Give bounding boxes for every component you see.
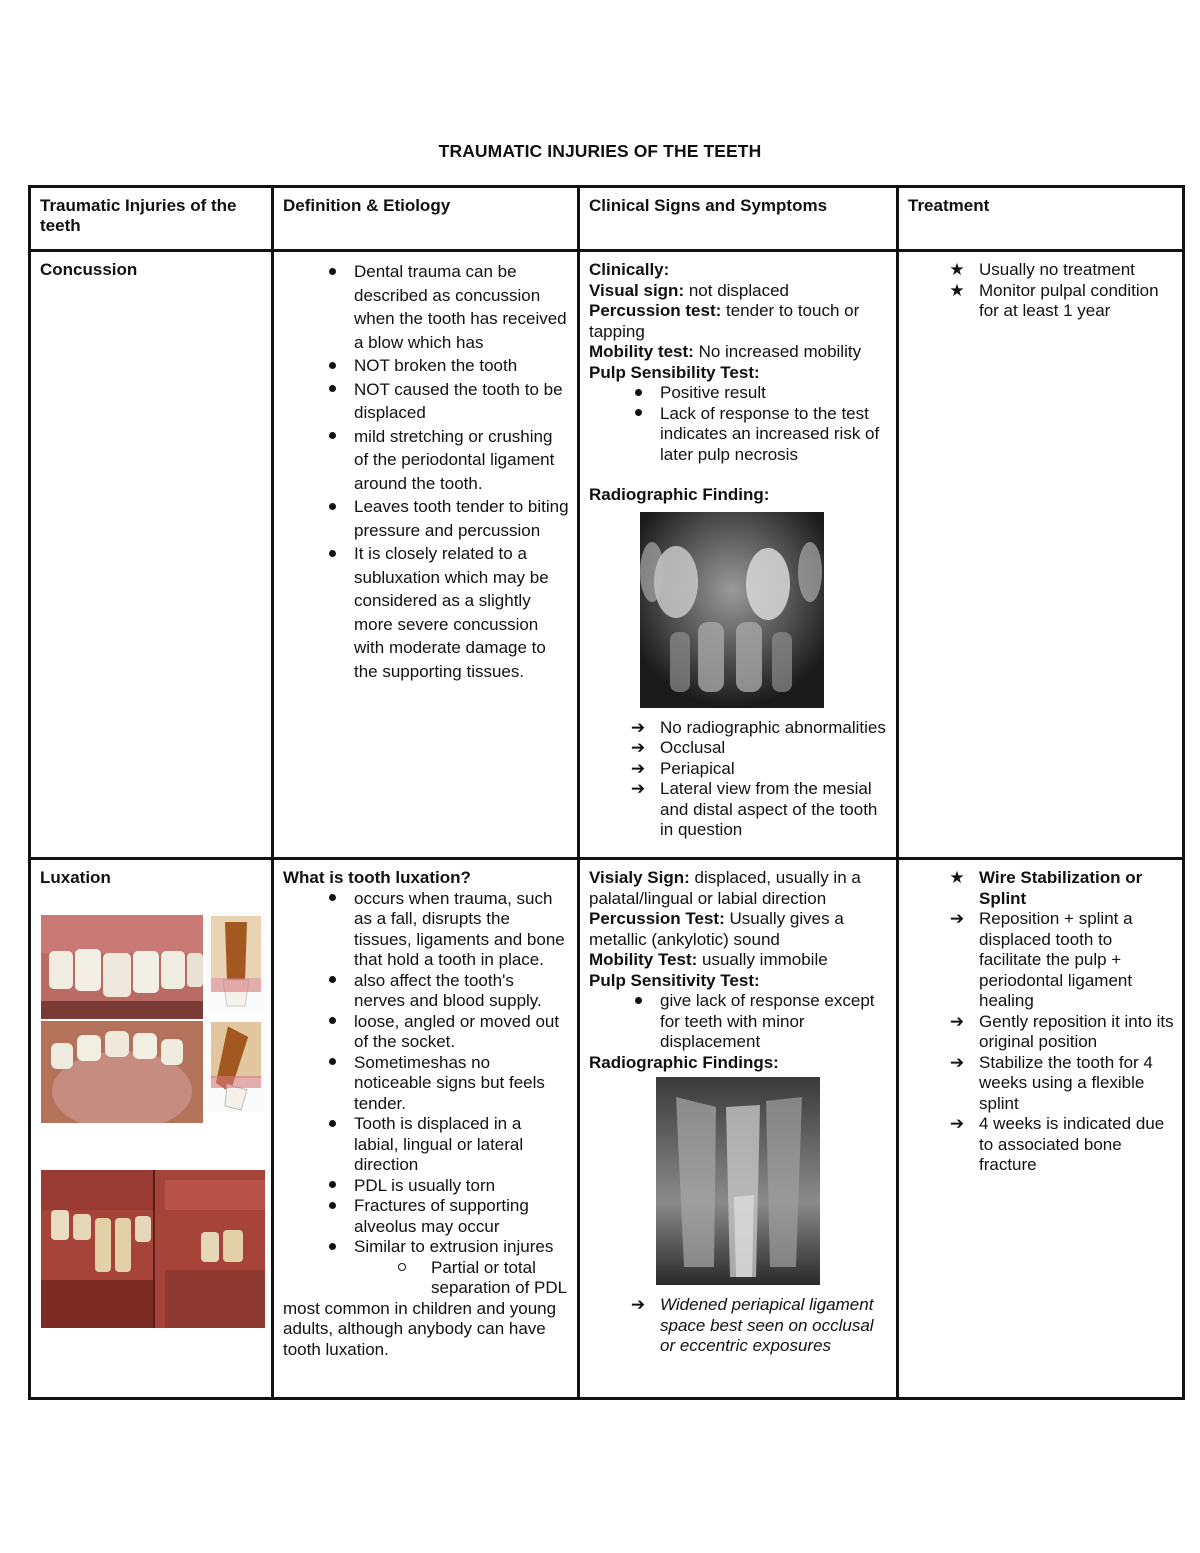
bullet-icon xyxy=(635,389,642,396)
arrow-right-icon: ➔ xyxy=(630,717,646,737)
arrow-right-icon: ➔ xyxy=(949,1114,965,1133)
visual-sign: Visialy Sign: displaced, usually in a palatal/lingual or labial direction xyxy=(589,868,861,908)
arrow-right-icon: ➔ xyxy=(949,1011,965,1031)
header-clinical: Clinical Signs and Symptoms xyxy=(579,187,898,251)
bullet-icon xyxy=(329,1017,336,1024)
arrow-right-icon: ➔ xyxy=(949,1052,965,1072)
bullet-icon xyxy=(329,1181,336,1188)
list-item: Leaves tooth tender to biting pressure and percussion xyxy=(283,495,569,542)
list-item: PDL is usually torn xyxy=(283,1176,569,1197)
list-item: ➔ Occlusal xyxy=(589,738,888,759)
treatment-list xyxy=(908,260,1174,322)
concussion-radiograph-image xyxy=(640,512,824,708)
arrow-right-icon: ➔ xyxy=(630,1295,646,1314)
cell-clinical xyxy=(579,251,898,859)
page-title: TRAUMATIC INJURIES OF THE TEETH xyxy=(438,141,762,161)
table-row-luxation xyxy=(30,859,1184,1399)
list-item: Similar to extrusion injures xyxy=(283,1237,569,1258)
pulp-result-list xyxy=(589,991,888,1053)
star-icon: ★ xyxy=(949,280,965,300)
bullet-icon xyxy=(329,550,336,557)
bullet-icon xyxy=(329,1120,336,1127)
list-item: ➔ Periapical xyxy=(589,759,888,780)
list-item: loose, angled or moved out of the socket. xyxy=(283,1012,569,1053)
tooth-diagram-upper xyxy=(207,912,265,1012)
visual-sign: Visual sign: not displaced xyxy=(589,280,790,300)
luxation-closing-text: most common in children and young adults, although anybody can have tooth luxation. xyxy=(283,1298,557,1359)
percussion-test: Percussion test: tender to touch or tapping xyxy=(589,301,860,341)
pulp-test-label: Pulp Sensitivity Test: xyxy=(589,970,760,990)
bullet-icon xyxy=(329,1058,336,1065)
pulp-test-label: Pulp Sensibility Test: xyxy=(589,362,760,382)
bullet-icon xyxy=(329,362,336,369)
list-item: Lack of response to the test indicates an increased risk of later pulp necrosis xyxy=(589,404,888,466)
percussion-test: Percussion Test: Usually gives a metallic (ankylotic) sound xyxy=(589,909,844,949)
header-definition: Definition & Etiology xyxy=(273,187,579,251)
list-item: also affect the tooth's nerves and blood supply. xyxy=(283,971,569,1012)
definition-sublist xyxy=(283,1258,569,1299)
luxation-radiograph-image xyxy=(656,1077,820,1285)
luxation-clinical-photo-upper xyxy=(41,915,203,1019)
definition-list xyxy=(283,889,569,1258)
list-item: ➔ 4 weeks is indicated due to associated bone fracture xyxy=(908,1114,1174,1176)
cell-injury-name xyxy=(30,859,273,1399)
radiographic-label: Radiographic Findings: xyxy=(589,1052,779,1072)
list-item: ➔ Reposition + splint a displaced tooth to facilitate the pulp + periodontal ligament healing xyxy=(908,909,1174,1012)
list-item: ★ Wire Stabilization or Splint xyxy=(908,868,1174,909)
cell-injury-name xyxy=(30,251,273,859)
cell-definition xyxy=(273,251,579,859)
luxation-question: What is tooth luxation? xyxy=(283,868,471,887)
table-row-concussion xyxy=(30,251,1184,859)
list-item: Positive result xyxy=(589,383,888,404)
pulp-result-list xyxy=(589,383,888,465)
cell-definition xyxy=(273,859,579,1399)
list-item: ➔ Lateral view from the mesial and distal aspect of the tooth in question xyxy=(589,779,888,841)
injury-name: Luxation xyxy=(40,868,111,887)
bullet-icon xyxy=(329,432,336,439)
list-item: give lack of response except for teeth with minor displacement xyxy=(589,991,888,1053)
injury-name: Concussion xyxy=(40,260,138,279)
cell-treatment xyxy=(898,859,1184,1399)
list-item: Sometimeshas no noticeable signs but feels tender. xyxy=(283,1053,569,1115)
list-item: Tooth is displaced in a labial, lingual or lateral direction xyxy=(283,1114,569,1176)
bullet-icon xyxy=(329,894,336,901)
radiographic-list xyxy=(589,718,888,841)
mobility-test: Mobility test: No increased mobility xyxy=(589,342,862,361)
luxation-clinical-photo-lower xyxy=(41,1021,203,1123)
treatment-list xyxy=(908,868,1174,1176)
radiographic-list xyxy=(589,1295,888,1357)
list-item: NOT broken the tooth xyxy=(283,354,569,378)
star-icon: ★ xyxy=(949,868,965,887)
star-icon: ★ xyxy=(949,260,965,279)
list-item: ➔ Gently reposition it into its original position xyxy=(908,1012,1174,1053)
bullet-icon xyxy=(329,1243,336,1250)
arrow-right-icon: ➔ xyxy=(630,758,646,778)
injuries-table xyxy=(28,185,1185,1400)
arrow-right-icon: ➔ xyxy=(949,909,965,928)
list-item: NOT caused the tooth to be displaced xyxy=(283,378,569,425)
bullet-icon xyxy=(635,997,642,1004)
arrow-right-icon: ➔ xyxy=(630,738,646,757)
tooth-diagram-lower xyxy=(207,1020,265,1112)
header-injury: Traumatic Injuries of the teeth xyxy=(30,187,273,251)
definition-list xyxy=(283,260,569,683)
list-item: ➔ Widened periapical ligament space best seen on occlusal or eccentric exposures xyxy=(589,1295,888,1357)
radiographic-label: Radiographic Finding: xyxy=(589,485,770,504)
list-item: ➔ Stabilize the tooth for 4 weeks using a flexible splint xyxy=(908,1053,1174,1115)
arrow-right-icon: ➔ xyxy=(630,779,646,798)
list-item: mild stretching or crushing of the periodontal ligament around the tooth. xyxy=(283,425,569,496)
list-item: Fractures of supporting alveolus may occur xyxy=(283,1196,569,1237)
bullet-icon xyxy=(635,409,642,416)
cell-clinical xyxy=(579,859,898,1399)
clinically-label: Clinically: xyxy=(589,260,670,279)
list-item: ★ Usually no treatment xyxy=(908,260,1174,281)
list-item: Dental trauma can be described as concussion when the tooth has received a blow which has xyxy=(283,260,569,354)
list-item: ➔ No radiographic abnormalities xyxy=(589,718,888,739)
bullet-icon xyxy=(329,976,336,983)
bullet-icon xyxy=(329,385,336,392)
list-item: ★ Monitor pulpal condition for at least 1 year xyxy=(908,281,1174,322)
luxation-patient-photo xyxy=(41,1170,265,1328)
list-item: Partial or total separation of PDL xyxy=(283,1258,569,1299)
circle-bullet-icon xyxy=(398,1263,406,1271)
cell-treatment xyxy=(898,251,1184,859)
list-item: It is closely related to a subluxation which may be considered as a slightly more severe concussion with moderate damage to the supporting tissues. xyxy=(283,542,569,683)
header-treatment: Treatment xyxy=(898,187,1184,251)
list-item: occurs when trauma, such as a fall, disrupts the tissues, ligaments and bone that hold a tooth in place. xyxy=(283,889,569,971)
mobility-test: Mobility Test: usually immobile xyxy=(589,950,828,969)
bullet-icon xyxy=(329,503,336,510)
bullet-icon xyxy=(329,268,336,275)
table-header-row xyxy=(30,187,1184,251)
bullet-icon xyxy=(329,1202,336,1209)
